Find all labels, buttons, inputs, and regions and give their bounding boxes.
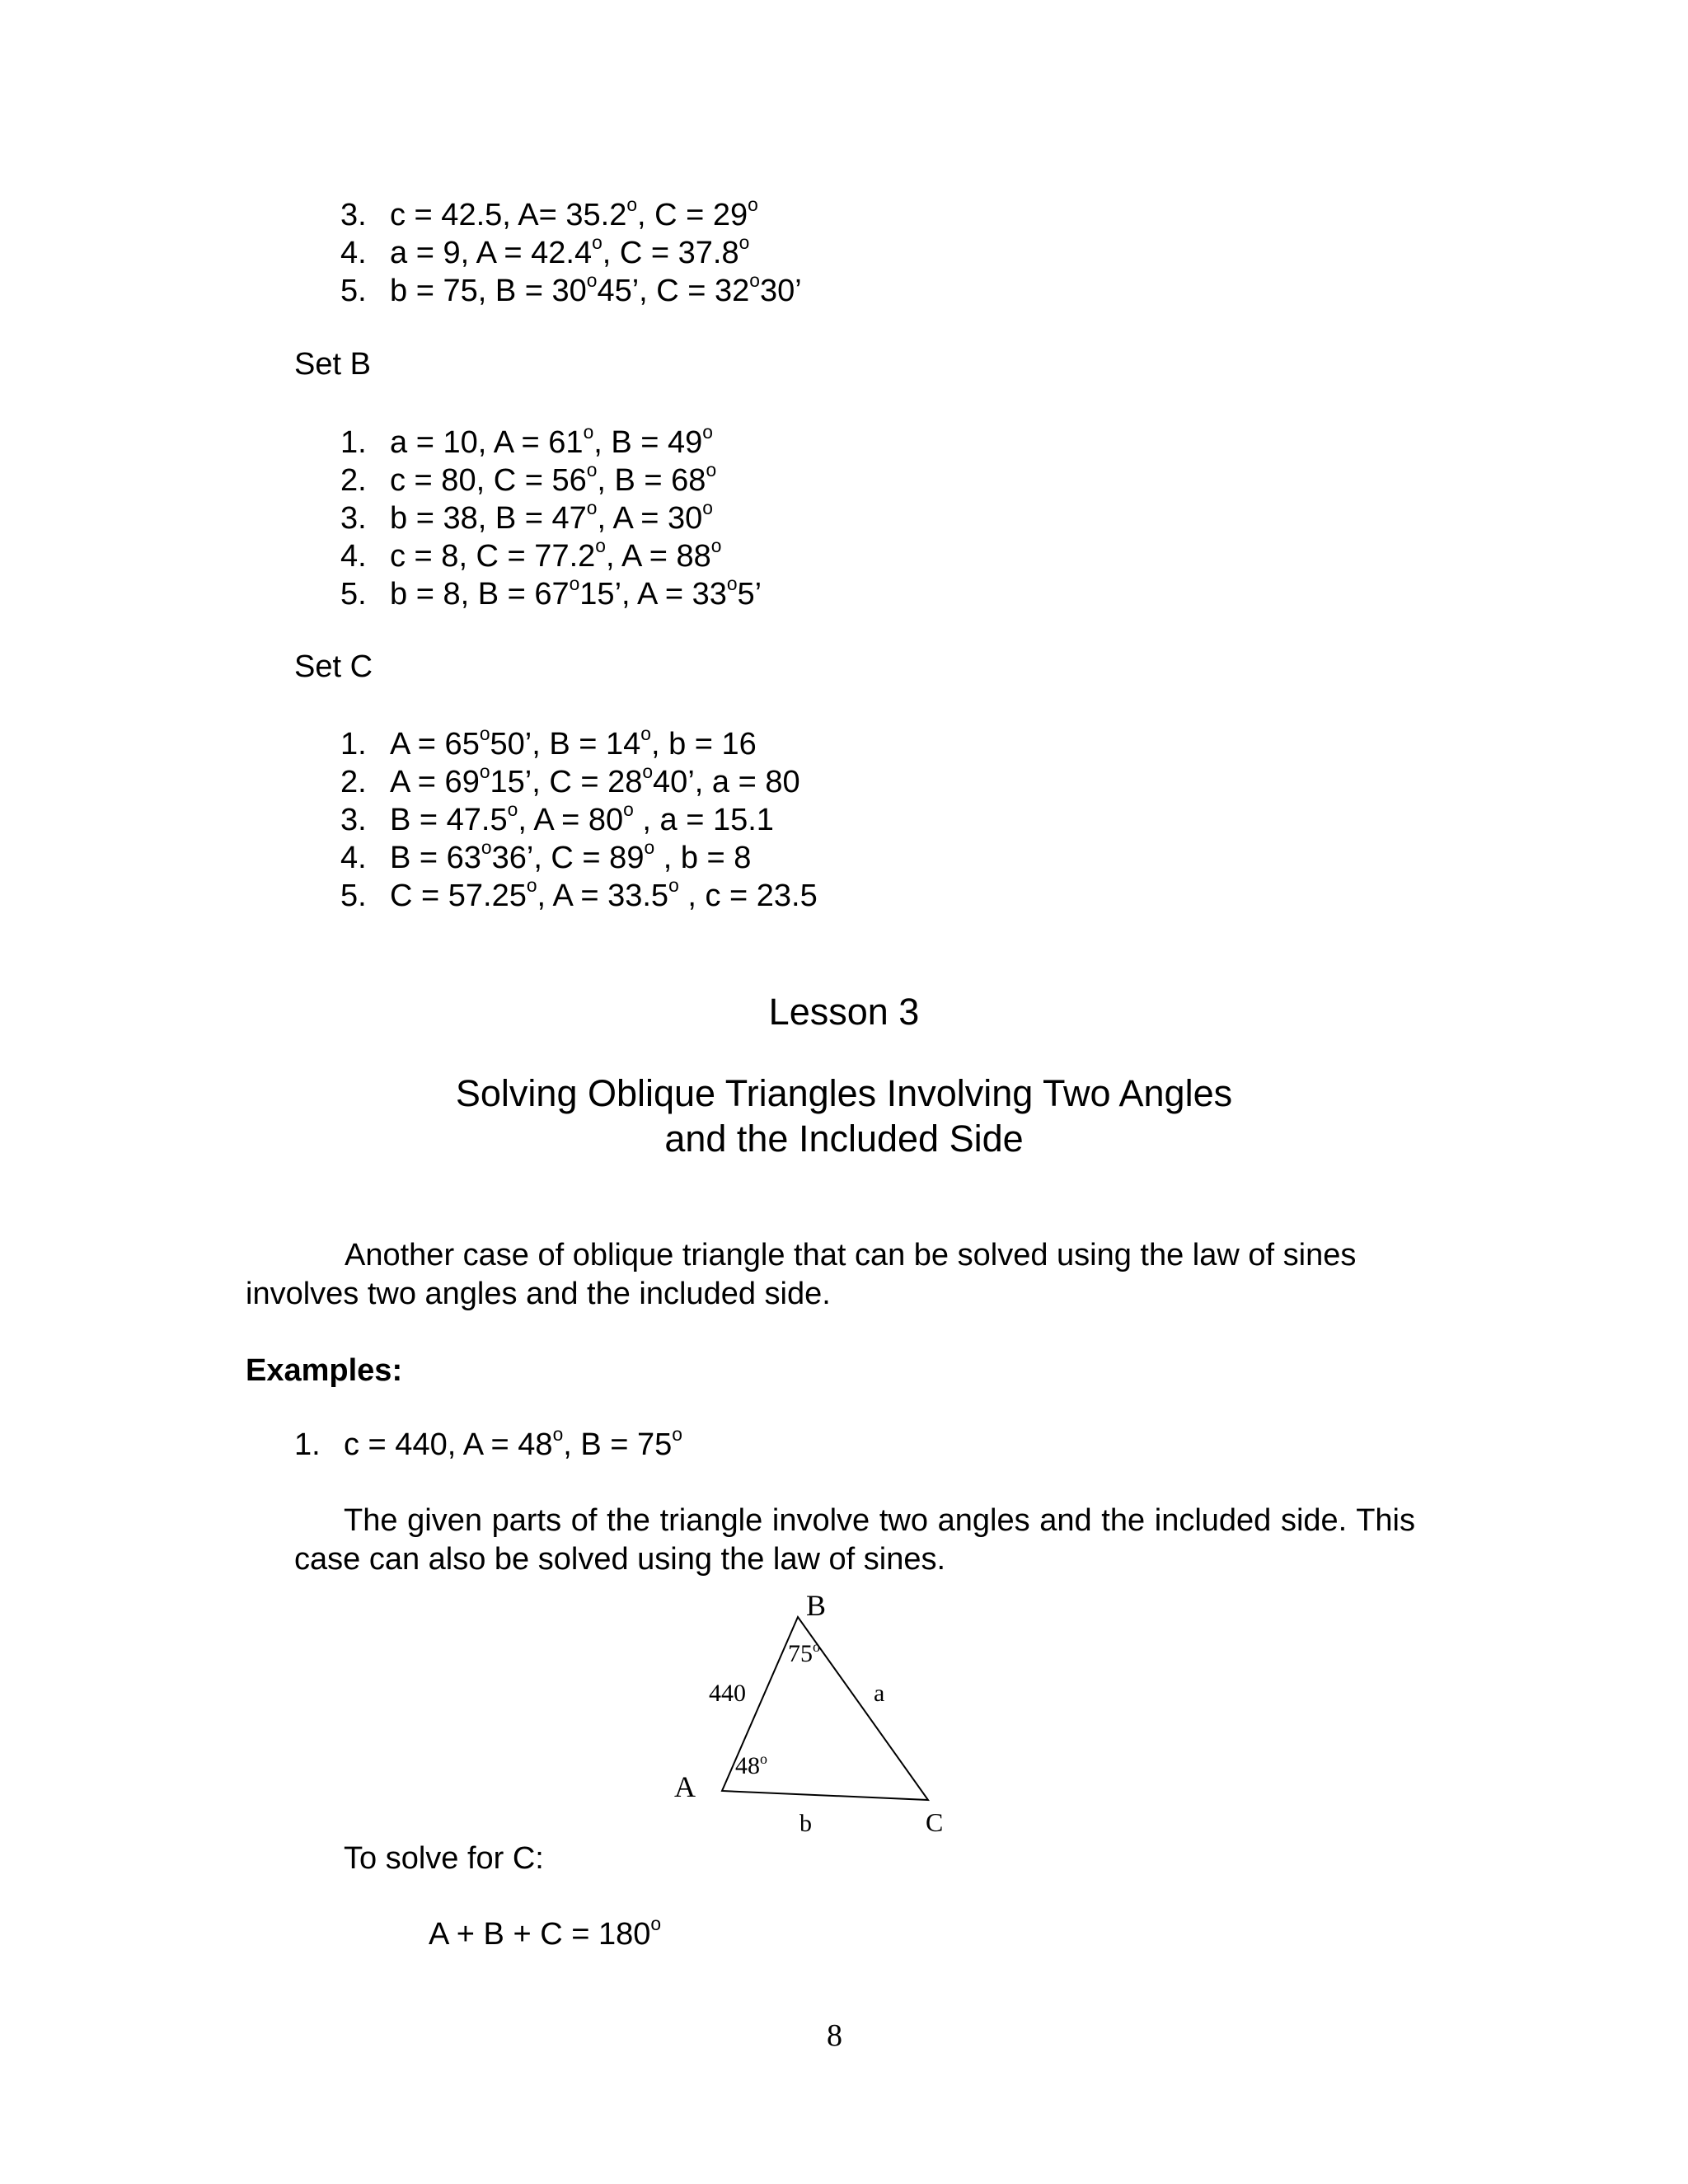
set-c-label: Set C [294,649,373,684]
list-item: 1. $A = 65^o50$’, $B = 14^o$, b = 16 [340,722,757,762]
list-item: 2. $A = 69^o15$’, $C = 28^o40$’, a = 80 [340,760,800,799]
examples-heading: Examples: [246,1353,403,1388]
solve-for-c-label: To solve for C: [344,1841,544,1876]
example-1: 1. c = 440, $A = 48^o$, $B = 75^o$ [294,1422,682,1462]
side-a-label: a [874,1680,885,1707]
item-text: a = 10, $A = 61^o$, $B = 49^o$ [390,420,713,460]
item-text: b = 8, $B = 67^o15$’, $A = 33^o5$’ [390,572,762,612]
page-number: 8 [827,2018,842,2053]
vertex-a-label: A [674,1770,696,1803]
list-item: 4. c = 8, $C = 77.2^o$, $A = 88^o$ [340,534,722,574]
example-1-text: c = 440, $A = 48^o$, $B = 75^o$ [344,1422,682,1462]
angle-b-label: 75$^o$ [788,1638,820,1667]
set-b-label: Set B [294,347,371,382]
lesson-heading: Lesson 3 [768,991,920,1033]
triangle-figure [643,1591,989,1846]
item-text: $B = 63^o36$’, $C = 89^o$ , b = 8 [390,836,752,875]
intro-paragraph: Another case of oblique triangle that can be solved using the law of sines involves two angles and the included side. [246,1238,1357,1311]
side-b-label: b [799,1810,812,1837]
list-item: 5. b = 75, $B = 30^o45$’, $C = 32^o30$’ [340,269,802,308]
lesson-title-line-1: Solving Oblique Triangles Involving Two Angles [455,1072,1233,1114]
list-item: 3. $B = 47.5^o$, $A = 80^o$ , a = 15.1 [340,798,774,837]
item-text: $A = 65^o50$’, $B = 14^o$, b = 16 [390,722,757,762]
item-text: b = 75, $B = 30^o45$’, $C = 32^o30$’ [390,269,802,308]
list-item: 5. b = 8, $B = 67^o15$’, $A = 33^o5$’ [340,572,762,612]
item-text: c = 42.5, $A= 35.2^o$, $C = 29^o$ [390,193,758,232]
angle-a-label: 48$^o$ [735,1750,767,1779]
vertex-c-label: C [926,1807,944,1837]
item-text: $C = 57.25^o$, $A = 33.5^o$ , c = 23.5 [390,874,818,913]
list-item: 4. $B = 63^o36$’, $C = 89^o$ , b = 8 [340,836,752,875]
vertex-b-label: B [806,1591,827,1622]
lesson-title-line-2: and the Included Side [664,1118,1024,1160]
angle-sum-equation: $A + B + C = 180^o$ [429,1912,662,1952]
item-text: a = 9, $A = 42.4^o$, $C = 37.8^o$ [390,231,750,270]
item-text: b = 38, $B = 47^o$, $A = 30^o$ [390,496,713,536]
list-item: 4. a = 9, $A = 42.4^o$, $C = 37.8^o$ [340,231,750,270]
list-item: 2. c = 80, $C = 56^o$, $B = 68^o$ [340,458,717,498]
item-text: c = 80, $C = 56^o$, $B = 68^o$ [390,458,717,498]
item-text: $A = 69^o15$’, $C = 28^o40$’, a = 80 [390,760,800,799]
list-item: 3. b = 38, $B = 47^o$, $A = 30^o$ [340,496,713,536]
item-text: $B = 47.5^o$, $A = 80^o$ , a = 15.1 [390,798,774,837]
list-item: 5. $C = 57.25^o$, $A = 33.5^o$ , c = 23.5 [340,874,818,913]
list-item: 3. c = 42.5, $A= 35.2^o$, $C = 29^o$ [340,193,758,232]
example-1-paragraph: The given parts of the triangle involve two angles and the included side. This case can also be solved using the law of sines. [294,1503,1415,1577]
side-c-label: 440 [709,1680,746,1707]
item-text: c = 8, $C = 77.2^o$, $A = 88^o$ [390,534,722,574]
list-item: 1. a = 10, $A = 61^o$, $B = 49^o$ [340,420,713,460]
